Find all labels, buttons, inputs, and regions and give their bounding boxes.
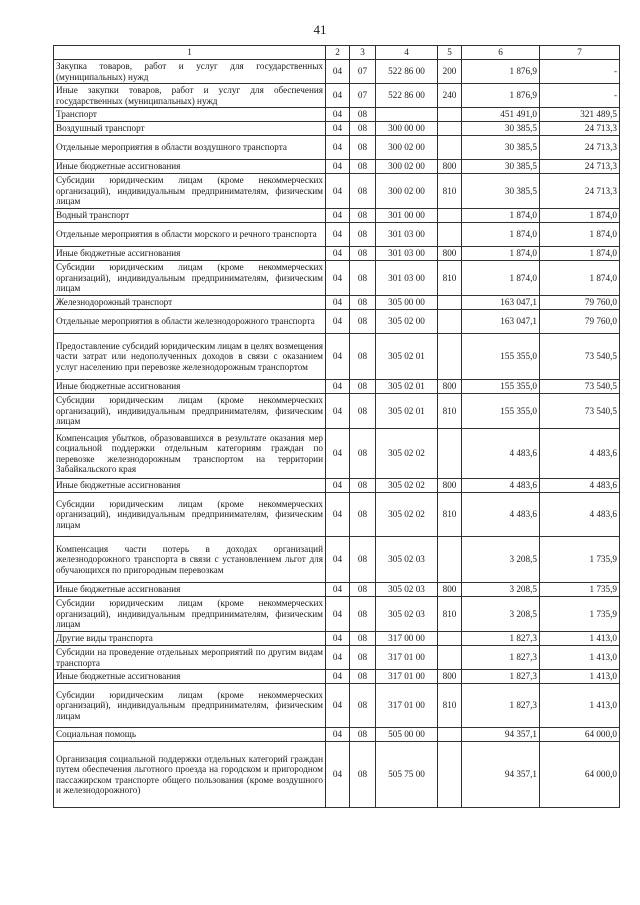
section-code: 04 — [326, 583, 350, 597]
target-article-code: 300 02 00 — [376, 160, 438, 174]
table-row — [54, 479, 620, 493]
row-name: Субсидии юридическим лицам (кроме некоммерческих организаций), индивидуальным предпринимателям, физическим лицам — [54, 597, 326, 632]
section-code: 04 — [326, 122, 350, 136]
row-name: Компенсация части потерь в доходах организаций железнодорожного транспорта в связи с установлением льгот для обучающихся по пригородным перевозкам — [54, 537, 326, 583]
expense-type-code — [438, 296, 462, 310]
table-row — [54, 728, 620, 742]
subsection-code: 08 — [350, 223, 376, 247]
amount-col7: 321 489,5 — [540, 108, 620, 122]
amount-col6: 3 208,5 — [462, 583, 540, 597]
row-name: Водный транспорт — [54, 209, 326, 223]
amount-col7: 73 540,5 — [540, 380, 620, 394]
row-name: Субсидии юридическим лицам (кроме некоммерческих организаций), индивидуальным предпринимателям, физическим лицам — [54, 261, 326, 296]
table-row — [54, 122, 620, 136]
target-article-code: 305 02 03 — [376, 537, 438, 583]
row-name: Другие виды транспорта — [54, 632, 326, 646]
subsection-code: 08 — [350, 537, 376, 583]
amount-col6: 1 827,3 — [462, 670, 540, 684]
section-code: 04 — [326, 429, 350, 479]
section-code: 04 — [326, 479, 350, 493]
section-code: 04 — [326, 160, 350, 174]
amount-col7: 1 413,0 — [540, 646, 620, 670]
table-row — [54, 537, 620, 583]
row-name: Иные бюджетные ассигнования — [54, 479, 326, 493]
amount-col6: 1 874,0 — [462, 223, 540, 247]
section-code: 04 — [326, 247, 350, 261]
section-code: 04 — [326, 597, 350, 632]
amount-col6: 155 355,0 — [462, 334, 540, 380]
row-name: Иные закупки товаров, работ и услуг для обеспечения государственных (муниципальных) нужд — [54, 84, 326, 108]
section-code: 04 — [326, 728, 350, 742]
amount-col7: 1 735,9 — [540, 583, 620, 597]
amount-col7: 24 713,3 — [540, 136, 620, 160]
section-code: 04 — [326, 108, 350, 122]
amount-col7: 1 735,9 — [540, 537, 620, 583]
amount-col6: 94 357,1 — [462, 742, 540, 808]
section-code: 04 — [326, 84, 350, 108]
subsection-code: 08 — [350, 174, 376, 209]
subsection-code: 08 — [350, 261, 376, 296]
page-number: 41 — [313, 22, 327, 37]
row-name: Компенсация убытков, образовавшихся в результате оказания мер социальной поддержки отдельным категориям граждан по перевозке железнодорожным транспортом на территории Забайкальского края — [54, 429, 326, 479]
expense-type-code: 810 — [438, 493, 462, 537]
target-article-code: 305 02 02 — [376, 429, 438, 479]
subsection-code: 08 — [350, 334, 376, 380]
amount-col6: 451 491,0 — [462, 108, 540, 122]
expense-type-code — [438, 632, 462, 646]
row-name: Железнодорожный транспорт — [54, 296, 326, 310]
target-article-code: 305 02 01 — [376, 380, 438, 394]
amount-col7: 1 874,0 — [540, 209, 620, 223]
subsection-code: 07 — [350, 60, 376, 84]
section-code: 04 — [326, 632, 350, 646]
target-article-code: 317 01 00 — [376, 684, 438, 728]
expense-type-code: 810 — [438, 684, 462, 728]
section-code: 04 — [326, 310, 350, 334]
expense-type-code — [438, 742, 462, 808]
table-row — [54, 670, 620, 684]
amount-col6: 30 385,5 — [462, 160, 540, 174]
table-row — [54, 174, 620, 209]
subsection-code: 08 — [350, 209, 376, 223]
amount-col6: 1 827,3 — [462, 632, 540, 646]
target-article-code: 505 75 00 — [376, 742, 438, 808]
row-name: Иные бюджетные ассигнования — [54, 583, 326, 597]
expense-type-code: 800 — [438, 583, 462, 597]
section-code: 04 — [326, 380, 350, 394]
expense-type-code: 800 — [438, 479, 462, 493]
amount-col7: 73 540,5 — [540, 334, 620, 380]
amount-col6: 1 876,9 — [462, 60, 540, 84]
section-code: 04 — [326, 174, 350, 209]
column-header: 1 — [54, 46, 326, 60]
target-article-code: 305 02 03 — [376, 597, 438, 632]
amount-col7: 1 413,0 — [540, 670, 620, 684]
table-row — [54, 493, 620, 537]
amount-col6: 1 874,0 — [462, 261, 540, 296]
column-header: 2 — [326, 46, 350, 60]
expense-type-code: 800 — [438, 247, 462, 261]
table-row — [54, 84, 620, 108]
row-name: Закупка товаров, работ и услуг для государственных (муниципальных) нужд — [54, 60, 326, 84]
amount-col7: 1 874,0 — [540, 223, 620, 247]
table-row — [54, 583, 620, 597]
column-header: 7 — [540, 46, 620, 60]
expense-type-code: 240 — [438, 84, 462, 108]
subsection-code: 08 — [350, 479, 376, 493]
expense-type-code — [438, 108, 462, 122]
section-code: 04 — [326, 493, 350, 537]
subsection-code: 08 — [350, 429, 376, 479]
subsection-code: 08 — [350, 310, 376, 334]
table-row — [54, 380, 620, 394]
subsection-code: 08 — [350, 597, 376, 632]
target-article-code: 305 02 01 — [376, 334, 438, 380]
section-code: 04 — [326, 296, 350, 310]
row-name: Субсидии юридическим лицам (кроме некоммерческих организаций), индивидуальным предпринимателям, физическим лицам — [54, 174, 326, 209]
row-name: Иные бюджетные ассигнования — [54, 670, 326, 684]
target-article-code: 300 02 00 — [376, 136, 438, 160]
amount-col7: 4 483,6 — [540, 493, 620, 537]
expense-type-code — [438, 334, 462, 380]
table-row — [54, 597, 620, 632]
table-row — [54, 310, 620, 334]
expense-type-code — [438, 209, 462, 223]
subsection-code: 08 — [350, 583, 376, 597]
target-article-code: 505 00 00 — [376, 728, 438, 742]
subsection-code: 08 — [350, 380, 376, 394]
target-article-code: 301 00 00 — [376, 209, 438, 223]
subsection-code: 08 — [350, 632, 376, 646]
target-article-code: 305 02 02 — [376, 493, 438, 537]
subsection-code: 08 — [350, 136, 376, 160]
amount-col6: 94 357,1 — [462, 728, 540, 742]
section-code: 04 — [326, 334, 350, 380]
table-row — [54, 742, 620, 808]
row-name: Отдельные мероприятия в области воздушного транспорта — [54, 136, 326, 160]
expense-type-code: 200 — [438, 60, 462, 84]
amount-col7: 64 000,0 — [540, 742, 620, 808]
table-row — [54, 632, 620, 646]
table-row — [54, 160, 620, 174]
target-article-code: 305 02 02 — [376, 479, 438, 493]
table-row — [54, 429, 620, 479]
expense-type-code — [438, 429, 462, 479]
row-name: Предоставление субсидий юридическим лицам в целях возмещения части затрат или недополученных доходов в связи с оказанием услуг населению при перевозке железнодорожным транспортом — [54, 334, 326, 380]
expense-type-code: 800 — [438, 380, 462, 394]
subsection-code: 08 — [350, 684, 376, 728]
column-header: 4 — [376, 46, 438, 60]
expense-type-code: 800 — [438, 670, 462, 684]
amount-col6: 1 876,9 — [462, 84, 540, 108]
target-article-code: 522 86 00 — [376, 84, 438, 108]
expense-type-code — [438, 122, 462, 136]
row-name: Транспорт — [54, 108, 326, 122]
table-row — [54, 223, 620, 247]
subsection-code: 08 — [350, 742, 376, 808]
section-code: 04 — [326, 223, 350, 247]
amount-col7: - — [540, 84, 620, 108]
amount-col6: 4 483,6 — [462, 493, 540, 537]
subsection-code: 07 — [350, 84, 376, 108]
section-code: 04 — [326, 261, 350, 296]
row-name: Иные бюджетные ассигнования — [54, 160, 326, 174]
amount-col7: 4 483,6 — [540, 429, 620, 479]
table-row — [54, 209, 620, 223]
amount-col7: 4 483,6 — [540, 479, 620, 493]
target-article-code: 522 86 00 — [376, 60, 438, 84]
table-row — [54, 136, 620, 160]
amount-col6: 30 385,5 — [462, 122, 540, 136]
table-body — [54, 60, 620, 808]
expense-type-code: 810 — [438, 261, 462, 296]
amount-col7: 79 760,0 — [540, 296, 620, 310]
expense-type-code — [438, 728, 462, 742]
amount-col6: 1 827,3 — [462, 646, 540, 670]
amount-col7: 24 713,3 — [540, 160, 620, 174]
row-name: Субсидии на проведение отдельных мероприятий по другим видам транспорта — [54, 646, 326, 670]
amount-col7: 24 713,3 — [540, 122, 620, 136]
amount-col7: 1 413,0 — [540, 632, 620, 646]
target-article-code: 305 02 01 — [376, 394, 438, 429]
amount-col7: 24 713,3 — [540, 174, 620, 209]
expense-type-code: 810 — [438, 394, 462, 429]
table-row — [54, 394, 620, 429]
table-row — [54, 334, 620, 380]
amount-col6: 3 208,5 — [462, 537, 540, 583]
target-article-code: 300 02 00 — [376, 174, 438, 209]
expense-type-code: 800 — [438, 160, 462, 174]
row-name: Отдельные мероприятия в области морского и речного транспорта — [54, 223, 326, 247]
amount-col6: 163 047,1 — [462, 310, 540, 334]
amount-col7: 1 413,0 — [540, 684, 620, 728]
subsection-code: 08 — [350, 247, 376, 261]
subsection-code: 08 — [350, 493, 376, 537]
table-row — [54, 261, 620, 296]
amount-col7: 1 874,0 — [540, 261, 620, 296]
amount-col6: 1 874,0 — [462, 247, 540, 261]
subsection-code: 08 — [350, 394, 376, 429]
amount-col7: - — [540, 60, 620, 84]
target-article-code: 317 01 00 — [376, 670, 438, 684]
table-row — [54, 296, 620, 310]
target-article-code: 300 00 00 — [376, 122, 438, 136]
target-article-code: 305 02 03 — [376, 583, 438, 597]
amount-col6: 30 385,5 — [462, 174, 540, 209]
amount-col6: 163 047,1 — [462, 296, 540, 310]
target-article-code: 317 01 00 — [376, 646, 438, 670]
table-row — [54, 60, 620, 84]
target-article-code: 301 03 00 — [376, 247, 438, 261]
row-name: Организация социальной поддержки отдельных категорий граждан путем обеспечения льготного проезда на городском и пригородном пассажирском транспорте общего пользования (кроме воздушного и железнодорожного) — [54, 742, 326, 808]
amount-col6: 3 208,5 — [462, 597, 540, 632]
section-code: 04 — [326, 209, 350, 223]
amount-col6: 155 355,0 — [462, 380, 540, 394]
subsection-code: 08 — [350, 108, 376, 122]
budget-table — [53, 45, 620, 808]
row-name: Субсидии юридическим лицам (кроме некоммерческих организаций), индивидуальным предпринимателям, физическим лицам — [54, 493, 326, 537]
expense-type-code — [438, 537, 462, 583]
amount-col7: 64 000,0 — [540, 728, 620, 742]
amount-col7: 79 760,0 — [540, 310, 620, 334]
row-name: Иные бюджетные ассигнования — [54, 247, 326, 261]
column-header: 5 — [438, 46, 462, 60]
amount-col7: 1 735,9 — [540, 597, 620, 632]
subsection-code: 08 — [350, 122, 376, 136]
expense-type-code: 810 — [438, 174, 462, 209]
amount-col6: 1 874,0 — [462, 209, 540, 223]
row-name: Отдельные мероприятия в области железнодорожного транспорта — [54, 310, 326, 334]
expense-type-code: 810 — [438, 597, 462, 632]
amount-col6: 30 385,5 — [462, 136, 540, 160]
section-code: 04 — [326, 670, 350, 684]
subsection-code: 08 — [350, 646, 376, 670]
table-row — [54, 108, 620, 122]
row-name: Субсидии юридическим лицам (кроме некоммерческих организаций), индивидуальным предпринимателям, физическим лицам — [54, 394, 326, 429]
section-code: 04 — [326, 537, 350, 583]
row-name: Социальная помощь — [54, 728, 326, 742]
target-article-code: 305 00 00 — [376, 296, 438, 310]
column-header: 6 — [462, 46, 540, 60]
expense-type-code — [438, 136, 462, 160]
amount-col6: 4 483,6 — [462, 479, 540, 493]
row-name: Воздушный транспорт — [54, 122, 326, 136]
target-article-code: 317 00 00 — [376, 632, 438, 646]
expense-type-code — [438, 646, 462, 670]
section-code: 04 — [326, 742, 350, 808]
subsection-code: 08 — [350, 728, 376, 742]
table-row — [54, 646, 620, 670]
section-code: 04 — [326, 136, 350, 160]
subsection-code: 08 — [350, 670, 376, 684]
target-article-code: 305 02 00 — [376, 310, 438, 334]
row-name: Субсидии юридическим лицам (кроме некоммерческих организаций), индивидуальным предпринимателям, физическим лицам — [54, 684, 326, 728]
section-code: 04 — [326, 394, 350, 429]
target-article-code — [376, 108, 438, 122]
target-article-code: 301 03 00 — [376, 261, 438, 296]
section-code: 04 — [326, 684, 350, 728]
table-header-row — [54, 46, 620, 60]
amount-col6: 4 483,6 — [462, 429, 540, 479]
amount-col7: 1 874,0 — [540, 247, 620, 261]
amount-col6: 1 827,3 — [462, 684, 540, 728]
column-header: 3 — [350, 46, 376, 60]
expense-type-code — [438, 310, 462, 334]
table-row — [54, 684, 620, 728]
target-article-code: 301 03 00 — [376, 223, 438, 247]
amount-col6: 155 355,0 — [462, 394, 540, 429]
expense-type-code — [438, 223, 462, 247]
row-name: Иные бюджетные ассигнования — [54, 380, 326, 394]
amount-col7: 73 540,5 — [540, 394, 620, 429]
section-code: 04 — [326, 646, 350, 670]
section-code: 04 — [326, 60, 350, 84]
table-row — [54, 247, 620, 261]
subsection-code: 08 — [350, 296, 376, 310]
subsection-code: 08 — [350, 160, 376, 174]
